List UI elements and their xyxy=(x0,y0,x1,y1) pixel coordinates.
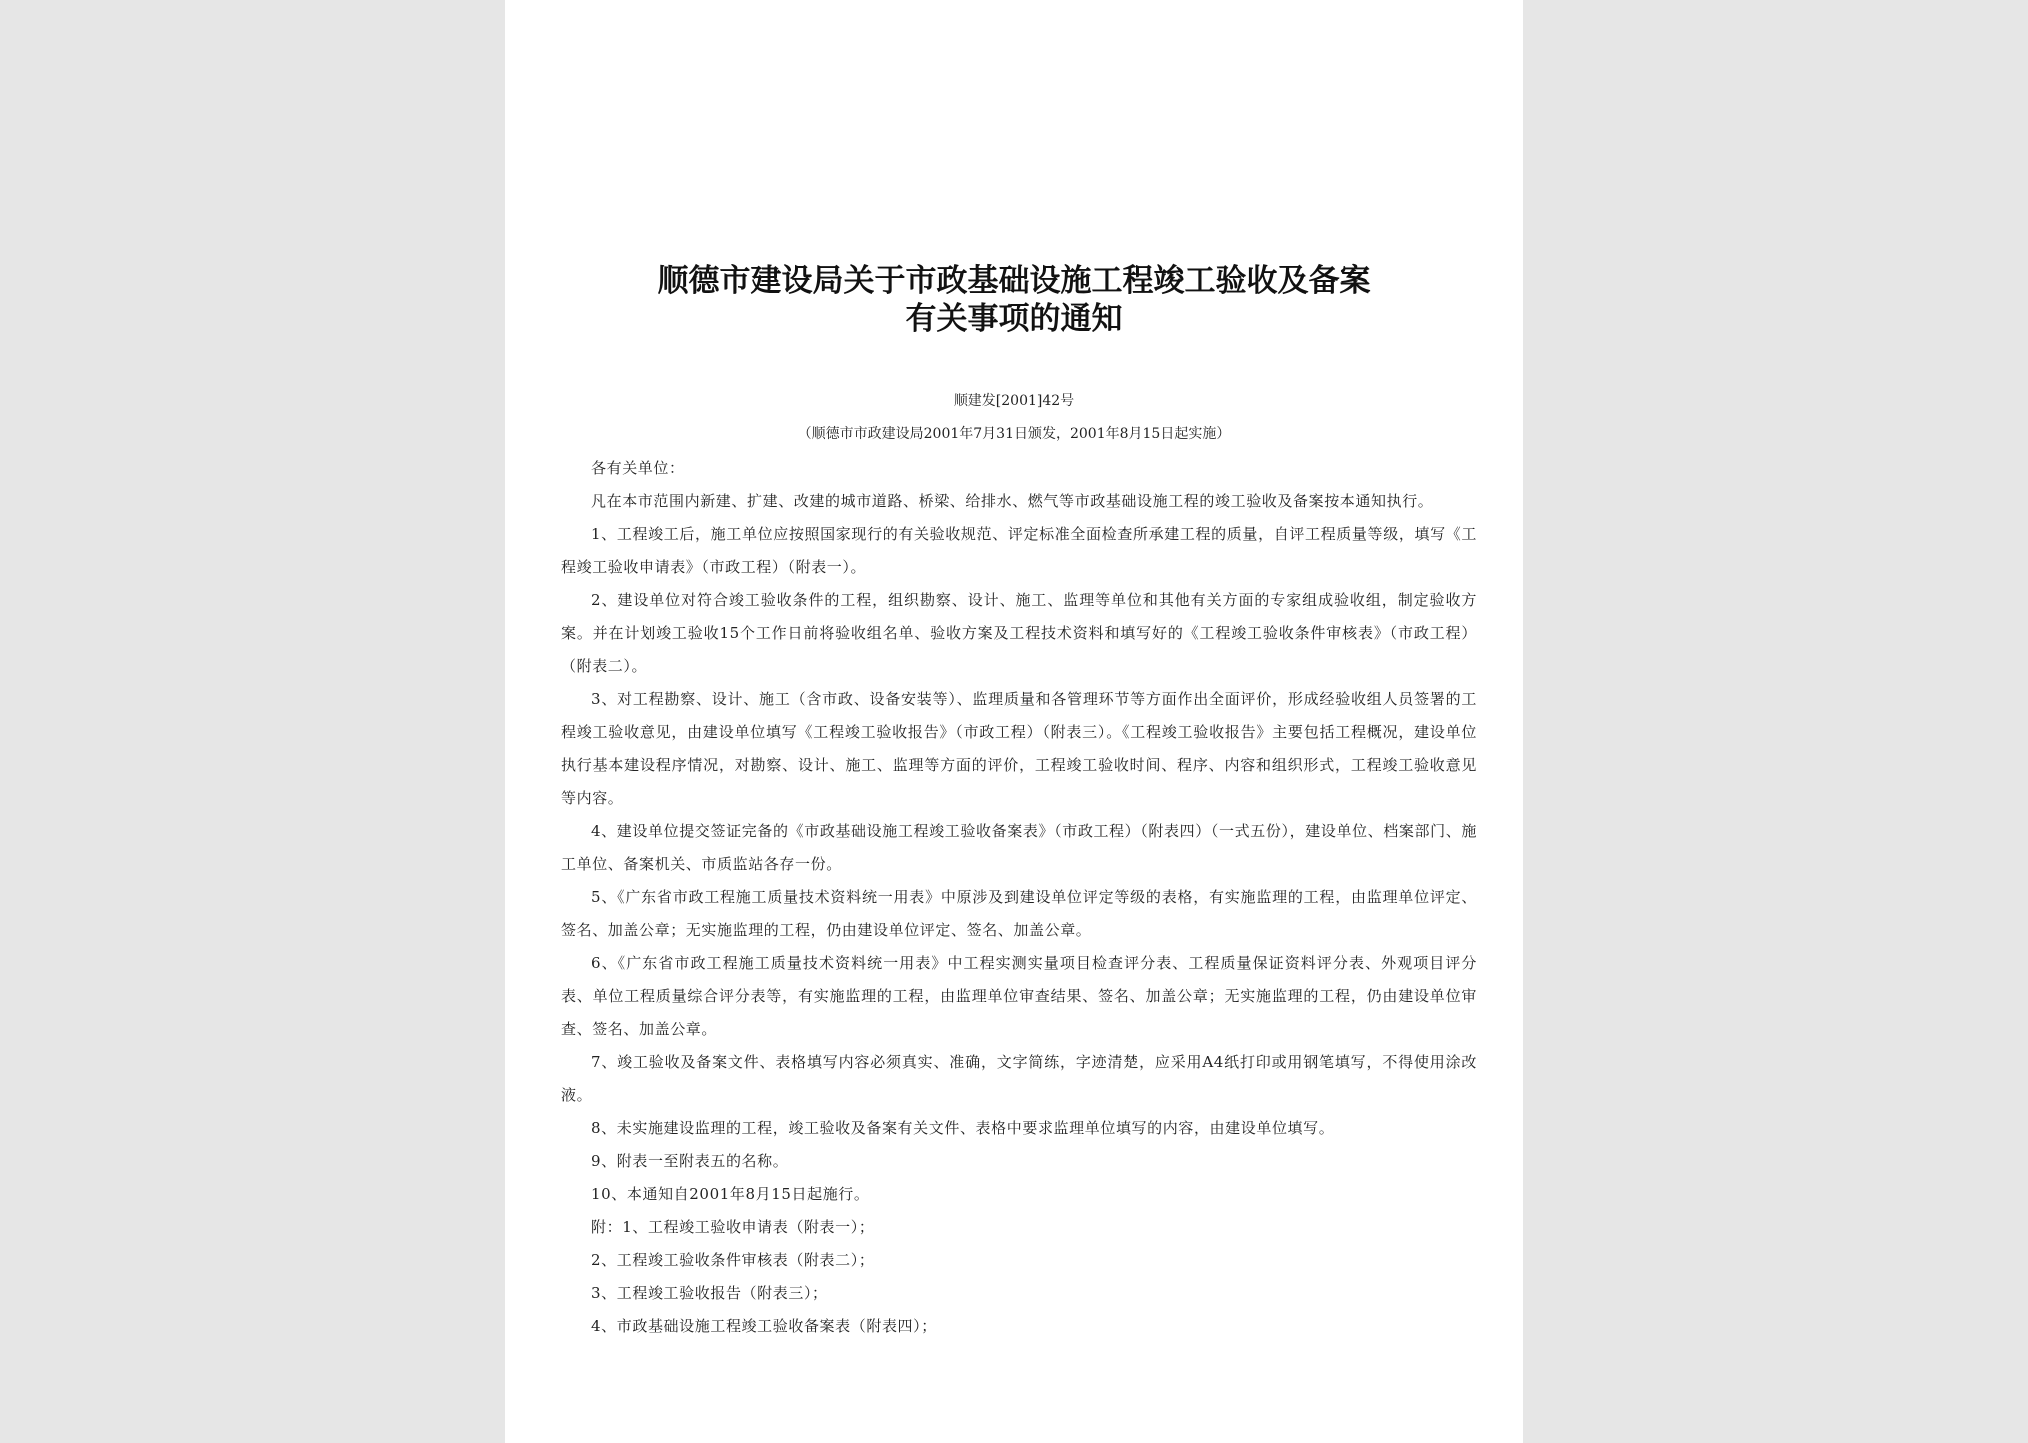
document-title xyxy=(505,262,1523,338)
attachment-4: 4、市政基础设施工程竣工验收备案表（附表四）； xyxy=(591,1317,937,1335)
paragraph-item-4: 4、建设单位提交签证完备的《市政基础设施工程竣工验收备案表》（市政工程）（附表四）（一式五份），建设单位、档案部门、施工单位、备案机关、市质监站各存一份。 xyxy=(561,822,1477,873)
attachment-3: 3、工程竣工验收报告（附表三）； xyxy=(591,1284,828,1302)
paragraph-item-7: 7、竣工验收及备案文件、表格填写内容必须真实、准确，文字简练，字迹清楚，应采用A4纸打印或用钢笔填写，不得使用涂改液。 xyxy=(561,1053,1477,1104)
issue-info: （顺德市市政建设局2001年7月31日颁发，2001年8月15日起实施） xyxy=(797,426,1231,442)
title-line-1: 顺德市建设局关于市政基础设施工程竣工验收及备案 xyxy=(657,263,1371,299)
paragraph-item-10: 10、本通知自2001年8月15日起施行。 xyxy=(591,1185,870,1203)
paragraph-intro: 凡在本市范围内新建、扩建、改建的城市道路、桥梁、给排水、燃气等市政基础设施工程的竣工验收及备案按本通知执行。 xyxy=(591,492,1434,510)
attachment-2: 2、工程竣工验收条件审核表（附表二）； xyxy=(591,1251,875,1269)
title-line-2: 有关事项的通知 xyxy=(905,301,1123,337)
paragraph-item-3: 3、对工程勘察、设计、施工（含市政、设备安装等）、监理质量和各管理环节等方面作出全面评价，形成经验收组人员签署的工程竣工验收意见，由建设单位填写《工程竣工验收报告》（市政工程）（附表三）。《工程竣工验收报告》主要包括工程概况，建设单位执行基本建设程序情况，对勘察、设计、施工、监理等方面的评价，工程竣工验收时间、程序、内容和组织形式，工程竣工验收意见等内容。 xyxy=(561,690,1477,807)
document-body xyxy=(561,452,1477,1343)
paragraph-item-8: 8、未实施建设监理的工程，竣工验收及备案有关文件、表格中要求监理单位填写的内容，由建设单位填写。 xyxy=(591,1119,1335,1137)
document-page xyxy=(505,0,1523,1443)
paragraph-item-6: 6、《广东省市政工程施工质量技术资料统一用表》中工程实测实量项目检查评分表、工程质量保证资料评分表、外观项目评分表、单位工程质量综合评分表等，有实施监理的工程，由监理单位审查结果、签名、加盖公章；无实施监理的工程，仍由建设单位审查、签名、加盖公章。 xyxy=(561,954,1477,1038)
paragraph-item-9: 9、附表一至附表五的名称。 xyxy=(591,1152,789,1170)
attachment-1: 附：1、工程竣工验收申请表（附表一）； xyxy=(591,1218,875,1236)
paragraph-item-2: 2、建设单位对符合竣工验收条件的工程，组织勘察、设计、施工、监理等单位和其他有关方面的专家组成验收组，制定验收方案。并在计划竣工验收15个工作日前将验收组名单、验收方案及工程技术资料和填写好的《工程竣工验收条件审核表》（市政工程）（附表二）。 xyxy=(561,591,1477,675)
salutation: 各有关单位： xyxy=(591,459,685,477)
paragraph-item-5: 5、《广东省市政工程施工质量技术资料统一用表》中原涉及到建设单位评定等级的表格，有实施监理的工程，由监理单位评定、签名、加盖公章；无实施监理的工程，仍由建设单位评定、签名、加盖公章。 xyxy=(561,888,1477,939)
paragraph-item-1: 1、工程竣工后，施工单位应按照国家现行的有关验收规范、评定标准全面检查所承建工程的质量，自评工程质量等级，填写《工程竣工验收申请表》（市政工程）（附表一）。 xyxy=(561,525,1477,576)
document-number: 顺建发[2001]42号 xyxy=(953,393,1075,409)
